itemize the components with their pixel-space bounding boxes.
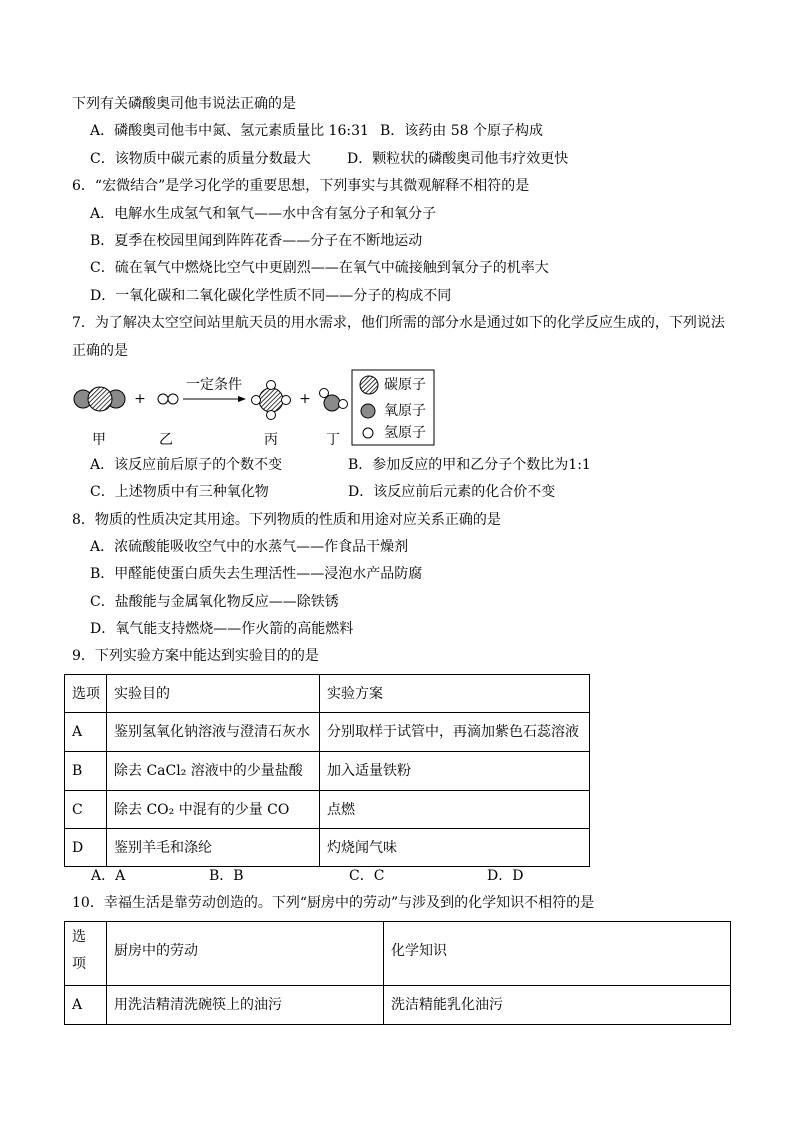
table-cell: 用洗洁精清洗碗筷上的油污 — [107, 986, 384, 1025]
hydrogen-atom-icon — [339, 400, 348, 409]
q8-stem: 8．物质的性质决定其用途。下列物质的性质和用途对应关系正确的是 — [72, 512, 501, 528]
q7-option-d: D．该反应前后元素的化合价不变 — [348, 484, 556, 500]
q9-option-d: D．D — [487, 868, 524, 884]
q10-stem: 10．幸福生活是靠劳动创造的。下列“厨房中的劳动”与涉及到的化学知识不相符的是 — [72, 895, 595, 911]
hydrogen-atom-icon — [363, 428, 373, 438]
carbon-atom-icon — [88, 387, 112, 411]
legend-label-hydrogen: 氢原子 — [384, 425, 426, 441]
legend-label-oxygen: 氧原子 — [384, 403, 426, 419]
plus-sign: + — [134, 391, 146, 407]
hydrogen-atom-icon — [252, 396, 261, 405]
table-cell: 灼烧闻气味 — [320, 829, 590, 867]
q9-option-a: A．A — [91, 868, 126, 884]
table-cell: 除去 CaCl₂ 溶液中的少量盐酸 — [107, 752, 320, 791]
q5-option-b: B．该药由 58 个原子构成 — [380, 123, 544, 139]
molecule-label-ding: 丁 — [326, 432, 340, 448]
table-cell: B — [65, 752, 107, 791]
table-row — [65, 986, 731, 1025]
q6-option-b: B．夏季在校园里闻到阵阵花香——分子在不断地运动 — [90, 233, 423, 249]
table-cell: A — [65, 986, 107, 1025]
table-row — [65, 752, 590, 791]
q9-option-c: C．C — [349, 868, 385, 884]
q9-option-b: B．B — [209, 868, 244, 884]
q5-option-c: C．该物质中碳元素的质量分数最大 — [90, 151, 311, 167]
table-row — [65, 829, 590, 867]
q8-option-b: B．甲醛能使蛋白质失去生理活性——浸泡水产品防腐 — [90, 566, 423, 582]
q5-option-a: A．磷酸奥司他韦中氮、氢元素质量比 16:31 — [90, 123, 369, 139]
table-row — [65, 791, 590, 829]
table-cell: C — [65, 791, 107, 829]
hydrogen-atom-icon — [267, 411, 276, 420]
reaction-condition: 一定条件 — [186, 377, 242, 393]
q8-option-d: D．氧气能支持燃烧——作火箭的高能燃料 — [90, 621, 354, 637]
q7-option-b: B．参加反应的甲和乙分子个数比为1:1 — [348, 457, 591, 473]
q6-option-c: C．硫在氧气中燃烧比空气中更剧烈——在氧气中硫接触到氧分子的机率大 — [90, 260, 549, 276]
table-header-cell: 厨房中的劳动 — [107, 922, 384, 986]
hydrogen-atom-icon — [320, 389, 329, 398]
table-header-cell: 实验方案 — [320, 675, 590, 713]
q9-table — [64, 674, 590, 867]
q6-option-a: A．电解水生成氢气和氧气——水中含有氢分子和氧分子 — [90, 206, 437, 222]
table-cell: 洗洁精能乳化油污 — [384, 986, 731, 1025]
q6-option-d: D．一氧化碳和二氧化碳化学性质不同——分子的构成不同 — [90, 288, 452, 304]
molecule-bing — [252, 381, 291, 420]
reaction-diagram — [0, 360, 440, 452]
q5-option-d: D．颗粒状的磷酸奥司他韦疗效更快 — [347, 151, 569, 167]
table-cell: A — [65, 713, 107, 752]
q5-stem: 下列有关磷酸奥司他韦说法正确的是 — [72, 96, 296, 112]
table-header-row — [65, 922, 731, 986]
table-header-row — [65, 675, 590, 713]
table-cell: D — [65, 829, 107, 867]
table-header-cell: 选项 — [65, 675, 107, 713]
table-header-cell: 化学知识 — [384, 922, 731, 986]
table-header-cell: 实验目的 — [107, 675, 320, 713]
q9-stem: 9．下列实验方案中能达到实验目的的是 — [72, 648, 319, 664]
q7-option-a: A．该反应前后原子的个数不变 — [90, 457, 283, 473]
table-cell: 鉴别羊毛和涤纶 — [107, 829, 320, 867]
hydrogen-atom-icon — [282, 396, 291, 405]
oxygen-atom-icon — [361, 404, 375, 418]
molecule-label-bing: 丙 — [264, 432, 278, 448]
hydrogen-atom-icon — [158, 394, 168, 404]
hydrogen-atom-icon — [168, 394, 178, 404]
arrow-head-icon — [238, 396, 246, 402]
atom-legend — [352, 370, 434, 445]
q8-option-a: A．浓硫酸能吸收空气中的水蒸气——作食品干燥剂 — [90, 539, 409, 555]
q6-stem: 6．“宏微结合”是学习化学的重要思想，下列事实与其微观解释不相符的是 — [72, 178, 530, 194]
molecule-ding — [320, 389, 348, 412]
q7-option-c: C．上述物质中有三种氧化物 — [90, 484, 269, 500]
table-header-label: 选项 — [72, 928, 86, 972]
q8-option-c: C．盐酸能与金属氧化物反应——除铁锈 — [90, 594, 339, 610]
q7-stem-line-2: 正确的是 — [72, 343, 128, 359]
oxygen-atom-icon — [324, 395, 340, 411]
table-cell: 除去 CO₂ 中混有的少量 CO — [107, 791, 320, 829]
reaction-arrow — [183, 396, 246, 402]
q7-stem-line-1: 7．为了解决太空空间站里航天员的用水需求，他们所需的部分水是通过如下的化学反应生成的，下列说法 — [72, 315, 725, 331]
table-cell: 加入适量铁粉 — [320, 752, 590, 791]
carbon-atom-icon — [259, 388, 283, 412]
table-cell: 点燃 — [320, 791, 590, 829]
molecule-jia — [74, 387, 125, 411]
carbon-atom-icon — [360, 376, 378, 394]
hydrogen-atom-icon — [267, 381, 276, 390]
table-header-cell — [65, 922, 107, 986]
molecule-label-jia: 甲 — [92, 432, 106, 448]
table-cell: 鉴别氢氧化钠溶液与澄清石灰水 — [107, 713, 320, 752]
legend-label-carbon: 碳原子 — [384, 377, 426, 393]
table-cell: 分别取样于试管中，再滴加紫色石蕊溶液 — [320, 713, 590, 752]
molecule-yi — [158, 394, 178, 404]
molecule-label-yi: 乙 — [159, 432, 173, 448]
table-row — [65, 713, 590, 752]
q10-table — [64, 921, 731, 1025]
plus-sign: + — [299, 391, 311, 407]
